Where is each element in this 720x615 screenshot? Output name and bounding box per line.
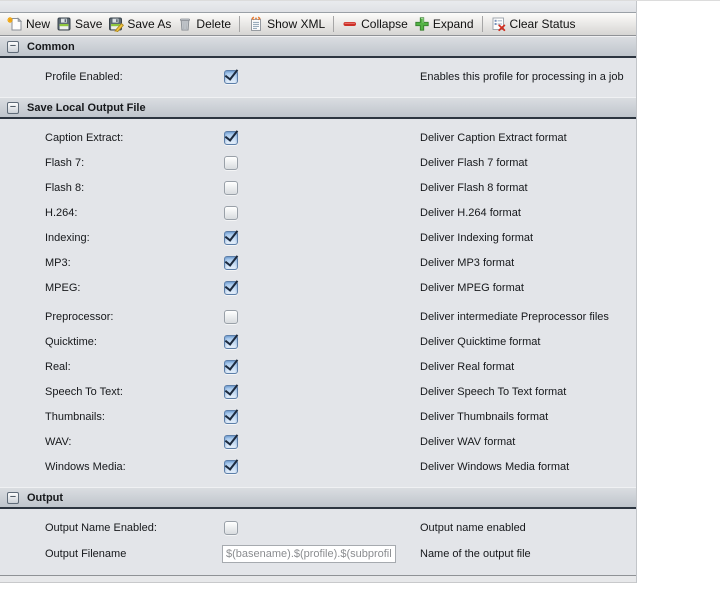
save-as-icon <box>108 16 124 32</box>
row-label: Speech To Text: <box>45 385 123 398</box>
section-header-save-local-output-file[interactable] <box>0 97 636 119</box>
row-label: Flash 8: <box>45 181 85 194</box>
row-label: Caption Extract: <box>45 131 124 144</box>
row-control-cell <box>222 156 420 170</box>
row-description: Deliver WAV format <box>420 435 516 448</box>
settings-row-output-filename <box>0 540 636 567</box>
new-page-icon <box>7 16 23 32</box>
settings-row-thumbnails <box>0 404 636 429</box>
toolbar-divider <box>333 16 334 32</box>
row-label: Output Filename <box>45 547 127 560</box>
row-control-cell <box>222 281 420 295</box>
output-filename-input[interactable] <box>222 545 396 563</box>
row-description: Output name enabled <box>420 521 526 534</box>
row-label: Flash 7: <box>45 156 85 169</box>
toolbar-button-label: Save <box>75 17 103 31</box>
row-description: Deliver Caption Extract format <box>420 131 567 144</box>
row-control-cell <box>222 545 420 563</box>
row-description: Deliver Thumbnails format <box>420 410 549 423</box>
settings-row-preprocessor <box>0 304 636 329</box>
row-label: Quicktime: <box>45 335 97 348</box>
toolbar-button-save[interactable] <box>53 16 105 32</box>
expand-plus-icon <box>414 16 430 32</box>
collapse-section-icon[interactable]: − <box>7 41 19 53</box>
toolbar-button-show-xml[interactable] <box>245 16 328 32</box>
row-control-cell <box>222 435 420 449</box>
toolbar-divider <box>239 16 240 32</box>
toolbar-button-label: Expand <box>432 17 474 31</box>
unchecked-checkbox-flash-8[interactable] <box>224 181 238 195</box>
section-body-common <box>0 58 636 97</box>
show-xml-icon <box>248 16 264 32</box>
unchecked-checkbox-h-264[interactable] <box>224 206 238 220</box>
row-label: MP3: <box>45 256 71 269</box>
row-label: Indexing: <box>45 231 90 244</box>
collapse-minus-icon <box>342 16 358 32</box>
row-control-cell <box>222 181 420 195</box>
toolbar-button-clear-status[interactable] <box>488 16 579 32</box>
section-header-common[interactable] <box>0 36 636 58</box>
row-description: Name of the output file <box>420 547 531 560</box>
save-icon <box>56 16 72 32</box>
row-control-cell <box>222 335 420 349</box>
row-description: Deliver Quicktime format <box>420 335 541 348</box>
row-label: Real: <box>45 360 71 373</box>
unchecked-checkbox-flash-7[interactable] <box>224 156 238 170</box>
section-header-output[interactable] <box>0 487 636 509</box>
row-control-cell <box>222 70 420 84</box>
row-label: H.264: <box>45 206 78 219</box>
section-body-save-local-output-file <box>0 119 636 487</box>
settings-row-indexing <box>0 225 636 250</box>
unchecked-checkbox-preprocessor[interactable] <box>224 310 238 324</box>
row-description: Deliver Windows Media format <box>420 460 570 473</box>
window-top-strip <box>0 1 636 13</box>
row-label: Thumbnails: <box>45 410 105 423</box>
row-label: Preprocessor: <box>45 310 114 323</box>
settings-row-profile-enabled <box>0 64 636 89</box>
settings-row-caption-extract <box>0 125 636 150</box>
row-control-cell <box>222 385 420 399</box>
checked-checkbox-thumbnails[interactable] <box>224 410 238 424</box>
toolbar-button-label: New <box>26 17 51 31</box>
collapse-section-icon[interactable]: − <box>7 102 19 114</box>
row-control-cell <box>222 460 420 474</box>
toolbar-button-expand[interactable] <box>411 16 477 32</box>
toolbar-button-label: Delete <box>196 17 232 31</box>
settings-row-speech-to-text <box>0 379 636 404</box>
toolbar-button-label: Collapse <box>361 17 408 31</box>
row-control-cell <box>222 521 420 535</box>
settings-row-wav <box>0 429 636 454</box>
settings-row-windows-media <box>0 454 636 479</box>
row-description: Deliver Flash 8 format <box>420 181 528 194</box>
row-label: MPEG: <box>45 281 81 294</box>
checked-checkbox-speech-to-text[interactable] <box>224 385 238 399</box>
clear-status-icon <box>491 16 507 32</box>
settings-row-quicktime <box>0 329 636 354</box>
checked-checkbox-real[interactable] <box>224 360 238 374</box>
row-description: Deliver H.264 format <box>420 206 521 219</box>
settings-row-mp3 <box>0 250 636 275</box>
settings-row-flash-8 <box>0 175 636 200</box>
checked-checkbox-mpeg[interactable] <box>224 281 238 295</box>
row-description: Deliver Speech To Text format <box>420 385 567 398</box>
window-bottom-strip <box>0 575 636 583</box>
settings-row-flash-7 <box>0 150 636 175</box>
row-control-cell <box>222 410 420 424</box>
toolbar <box>0 13 636 36</box>
row-description: Deliver MPEG format <box>420 281 524 294</box>
toolbar-button-label: Clear Status <box>509 17 576 31</box>
row-control-cell <box>222 310 420 324</box>
sections-container <box>0 36 636 575</box>
toolbar-button-label: Save As <box>127 17 172 31</box>
toolbar-button-label: Show XML <box>267 17 326 31</box>
checked-checkbox-mp3[interactable] <box>224 256 238 270</box>
row-control-cell <box>222 256 420 270</box>
checked-checkbox-profile-enabled[interactable] <box>224 70 238 84</box>
row-label: WAV: <box>45 435 72 448</box>
row-control-cell <box>222 231 420 245</box>
checked-checkbox-wav[interactable] <box>224 435 238 449</box>
toolbar-button-save-as[interactable] <box>105 16 174 32</box>
row-description: Deliver MP3 format <box>420 256 515 269</box>
settings-row-h-264 <box>0 200 636 225</box>
settings-row-output-name-enabled <box>0 515 636 540</box>
row-description: Enables this profile for processing in a job <box>420 70 624 83</box>
checked-checkbox-indexing[interactable] <box>224 231 238 245</box>
unchecked-checkbox-output-name-enabled[interactable] <box>224 521 238 535</box>
row-description: Deliver Flash 7 format <box>420 156 528 169</box>
checked-checkbox-windows-media[interactable] <box>224 460 238 474</box>
checked-checkbox-caption-extract[interactable] <box>224 131 238 145</box>
section-body-output <box>0 509 636 575</box>
row-label: Windows Media: <box>45 460 126 473</box>
checked-checkbox-quicktime[interactable] <box>224 335 238 349</box>
section-title: Common <box>27 40 75 53</box>
row-control-cell <box>222 131 420 145</box>
toolbar-divider <box>482 16 483 32</box>
profile-editor-window <box>0 1 637 583</box>
collapse-section-icon[interactable]: − <box>7 492 19 504</box>
settings-row-real <box>0 354 636 379</box>
toolbar-button-delete[interactable] <box>174 16 234 32</box>
toolbar-button-new[interactable] <box>4 16 53 32</box>
row-control-cell <box>222 360 420 374</box>
row-description: Deliver Real format <box>420 360 515 373</box>
row-description: Deliver intermediate Preprocessor files <box>420 310 609 323</box>
row-label: Profile Enabled: <box>45 70 123 83</box>
row-description: Deliver Indexing format <box>420 231 534 244</box>
section-title: Output <box>27 491 64 504</box>
toolbar-button-collapse[interactable] <box>339 16 411 32</box>
delete-trash-icon <box>177 16 193 32</box>
section-title: Save Local Output File <box>27 101 146 114</box>
settings-row-mpeg <box>0 275 636 300</box>
row-control-cell <box>222 206 420 220</box>
row-label: Output Name Enabled: <box>45 521 157 534</box>
